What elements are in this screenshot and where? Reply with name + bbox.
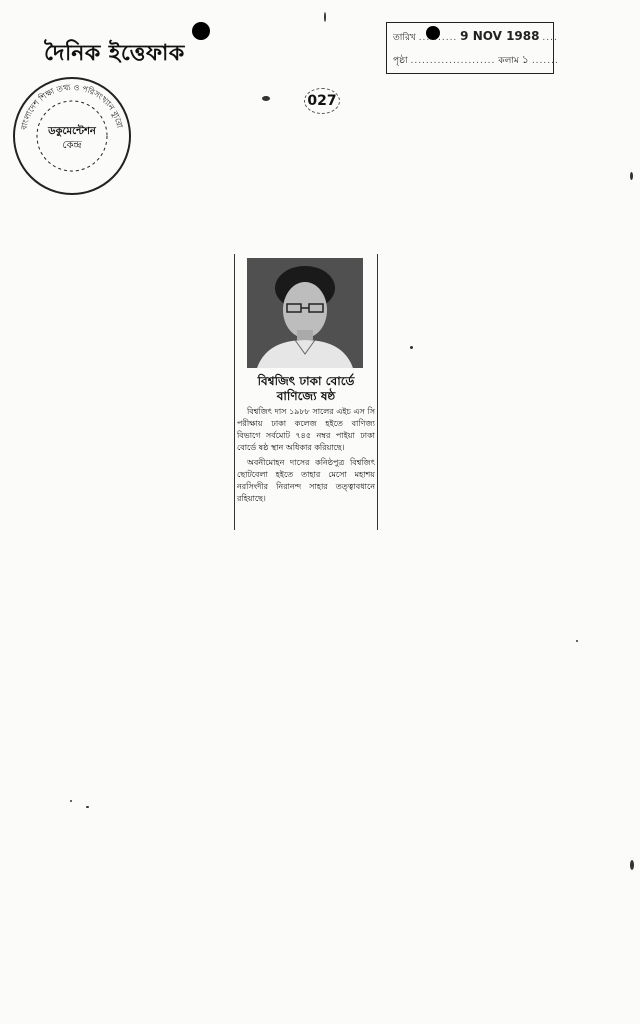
scan-speck [70,800,72,802]
scan-speck [630,172,633,180]
column-label: কলাম [498,56,519,66]
scan-speck [262,96,270,101]
article-paragraph: বিশ্বজিৎ দাস ১৯৮৮ সালের এইচ এস সি পরীক্ষায় ঢাকা কলেজ হইতে বাণিজ্য বিভাগে সর্বমোট ৭৪৫ নম্বর পাইয়া ঢাকা বোর্ডে ষষ্ঠ স্থান অধিকার করিয়াছে। [237,407,375,452]
scan-speck [630,860,634,870]
headline-line1: বিশ্বজিৎ ঢাকা বোর্ডে [257,374,355,388]
scan-speck [576,640,578,642]
date-stamp: তারিখ .......... 9 NOV 1988 .... পৃষ্ঠা ...................... কলাম ১ ....... [386,22,554,74]
page-number: 027 [304,88,340,114]
documentation-center-seal [10,74,134,198]
date-label: তারিখ [393,33,416,43]
headline-line2: বাণিজ্যে ষষ্ঠ [276,389,336,403]
newspaper-name: দৈনিক ইত্তেফাক [44,41,185,66]
news-clipping [234,254,378,530]
headline [235,374,377,404]
scan-speck [324,12,326,22]
article-body [237,406,375,508]
scan-speck [410,346,413,349]
page-label: পৃষ্ঠা [393,56,408,66]
article-paragraph: অবনীমোহন দাসের কনিষ্ঠপুত্র বিশ্বজিৎ ছোটবেলা হইতে তাহার মেসো মহাশয় নরসিংদীর নিরানন্দ সাহার তত্ত্বাবধানে রহিয়াছে। [237,458,375,503]
column-value: ১ [521,53,529,66]
seal-center-line1: ডকুমেন্টেশন [48,126,96,137]
seal-ring-text: বাংলাদেশ শিক্ষা তথ্য ও পরিসংখ্যান ব্যুরো [19,82,125,131]
punch-hole [192,22,210,40]
date-value: 9 NOV 1988 [460,29,540,43]
scan-speck [86,806,89,808]
seal-center-line2: কেন্দ্র [62,140,82,151]
portrait-photo [247,258,363,368]
